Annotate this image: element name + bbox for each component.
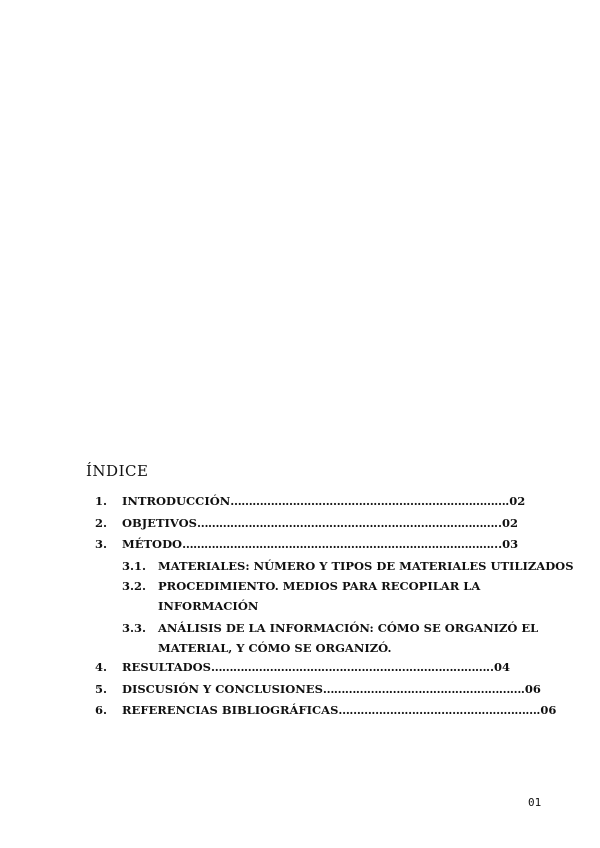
- toc-entry-page: .06: [520, 682, 541, 696]
- toc-entry-analisis[interactable]: [122, 621, 542, 657]
- toc-entry-page: .02: [505, 494, 526, 508]
- toc-entry-number: 3.: [95, 537, 108, 551]
- toc-entry-label-line1: ANÁLISIS DE LA INFORMACIÓN: CÓMO SE ORGANIZÓ EL: [158, 621, 539, 635]
- toc-leader: …………………………………………………………………: [230, 494, 506, 508]
- toc-entry-number: 5.: [95, 682, 108, 696]
- toc-leader: ………………………………………………: [322, 682, 521, 696]
- toc-entry-number: 3.1.: [122, 559, 147, 573]
- toc-entry-label: DISCUSIÓN Y CONCLUSIONES: [122, 682, 323, 696]
- toc-leader: …………………………………………………………………………: [182, 537, 491, 551]
- toc-entry-procedimiento[interactable]: [122, 579, 542, 615]
- toc-entry-number: 3.3.: [122, 621, 147, 635]
- toc-entry-label: INTRODUCCIÓN: [122, 494, 231, 508]
- toc-entry-number: 4.: [95, 660, 108, 674]
- toc-entry-page: ...03: [490, 537, 519, 551]
- toc-entry-page: ..02: [493, 516, 518, 530]
- toc-entry-label-line2: INFORMACIÓN: [158, 599, 259, 613]
- toc-entry-number: 1.: [95, 494, 108, 508]
- toc-leader: ………………………………………………………………………: [196, 516, 494, 530]
- toc-entry-label: MATERIALES: NÚMERO Y TIPOS DE MATERIALES UTILIZADOS: [158, 559, 574, 573]
- toc-entry-page: .06: [536, 703, 557, 717]
- toc-entry-label: REFERENCIAS BIBLIOGRÁFICAS: [122, 703, 339, 717]
- toc-entry-label: RESULTADOS: [122, 660, 211, 674]
- toc-entry-number: 3.2.: [122, 579, 147, 593]
- toc-entry-label: OBJETIVOS: [122, 516, 197, 530]
- toc-entry-number: 6.: [95, 703, 108, 717]
- toc-leader: …………………………………………………………………: [210, 660, 486, 674]
- toc-entry-label-line1: PROCEDIMIENTO. MEDIOS PARA RECOPILAR LA: [158, 579, 481, 593]
- toc-entry-label: MÉTODO: [122, 537, 183, 551]
- page-title: ÍNDICE: [86, 462, 149, 480]
- toc-leader: ………………………………………………: [338, 703, 537, 717]
- page-number: 01: [528, 796, 542, 809]
- toc-entry-label-line2: MATERIAL, Y CÓMO SE ORGANIZÓ.: [158, 641, 392, 655]
- toc-entry-number: 2.: [95, 516, 108, 530]
- toc-entry-page: ..04: [485, 660, 510, 674]
